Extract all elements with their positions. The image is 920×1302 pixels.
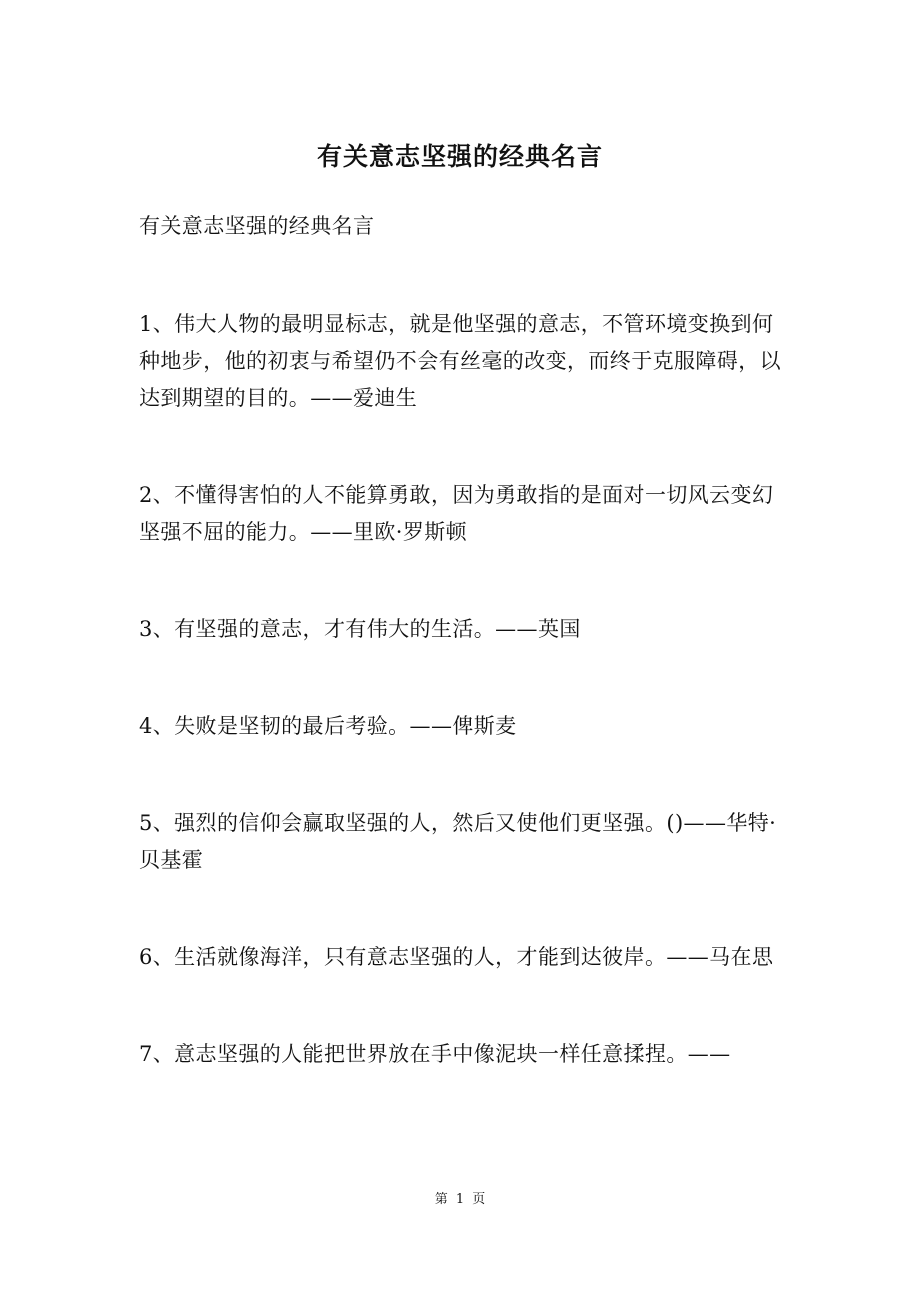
quote-item-2: 2、不懂得害怕的人不能算勇敢，因为勇敢指的是面对一切风云变幻坚强不屈的能力。——里欧·罗斯顿 — [139, 483, 774, 544]
document-title: 有关意志坚强的经典名言 — [316, 142, 603, 171]
quote-item-6: 6、生活就像海洋，只有意志坚强的人，才能到达彼岸。——马在思 — [139, 945, 774, 969]
quote-item-5: 5、强烈的信仰会赢取坚强的人，然后又使他们更坚强。()——华特·贝基霍 — [139, 811, 777, 872]
quote-item-1: 1、伟大人物的最明显标志，就是他坚强的意志，不管环境变换到何种地步，他的初衷与希望仍不会有丝毫的改变，而终于克服障碍，以达到期望的目的。——爱迪生 — [139, 312, 781, 410]
document-subtitle: 有关意志坚强的经典名言 — [139, 214, 375, 238]
quote-item-3: 3、有坚强的意志，才有伟大的生活。——英国 — [139, 617, 581, 641]
quote-item-4: 4、失败是坚韧的最后考验。——俾斯麦 — [139, 714, 517, 738]
page-number: 第 1 页 — [434, 1192, 486, 1207]
quote-list — [139, 306, 782, 1073]
quote-item-7: 7、意志坚强的人能把世界放在手中像泥块一样任意揉捏。—— — [139, 1042, 731, 1066]
